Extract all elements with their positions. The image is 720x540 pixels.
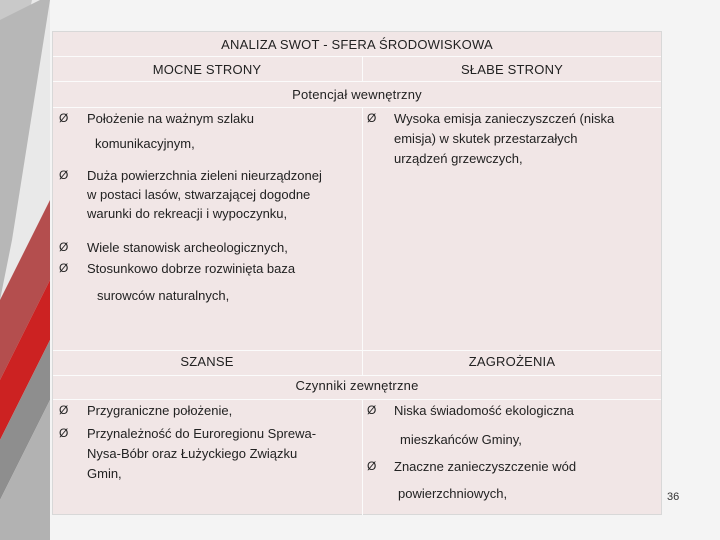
bullet-arrow-icon: Ø [367, 459, 377, 473]
weakness-item-line: urządzeń grzewczych, [394, 151, 523, 166]
swot-table [52, 31, 662, 515]
opportunity-item-line: Gmin, [87, 466, 122, 481]
opportunity-item-line: Nysa-Bóbr oraz Łużyckiego Związku [87, 446, 298, 461]
weaknesses-header: SŁABE STRONY [460, 62, 564, 77]
threat-item-continuation: powierzchniowych, [398, 486, 508, 501]
column-divider [362, 107, 363, 375]
strength-item: Stosunkowo dobrze rozwinięta baza [87, 261, 296, 276]
threat-item: Znaczne zanieczyszczenie wód [394, 459, 577, 474]
weakness-item-line: emisja) w skutek przestarzałych [394, 131, 578, 146]
strengths-header: MOCNE STRONY [152, 62, 262, 77]
bullet-arrow-icon: Ø [59, 261, 69, 275]
opportunities-header: SZANSE [180, 354, 234, 369]
threat-item-continuation: mieszkańców Gminy, [400, 432, 522, 447]
external-header: Czynniki zewnętrzne [295, 378, 419, 393]
bullet-arrow-icon: Ø [59, 403, 69, 417]
bullet-arrow-icon: Ø [59, 168, 69, 182]
row-divider [53, 375, 661, 376]
row-divider [53, 81, 661, 82]
decorative-side-shapes [0, 0, 50, 540]
internal-header: Potencjał wewnętrzny [292, 87, 422, 102]
bullet-arrow-icon: Ø [59, 111, 69, 125]
column-divider [362, 399, 363, 515]
strength-item-continuation: komunikacyjnym, [95, 136, 195, 151]
row-divider [53, 56, 661, 57]
bullet-arrow-icon: Ø [367, 403, 377, 417]
row-divider [53, 107, 661, 108]
strength-item-continuation: surowców naturalnych, [97, 288, 230, 303]
bullet-arrow-icon: Ø [367, 111, 377, 125]
opportunity-item: Przygraniczne położenie, [87, 403, 233, 418]
weakness-item-line: Wysoka emisja zanieczyszczeń (niska [394, 111, 615, 126]
row-divider [53, 399, 661, 400]
swot-title: ANALIZA SWOT - SFERA ŚRODOWISKOWA [221, 37, 493, 52]
strength-item-line: warunki do rekreacji i wypoczynku, [87, 206, 288, 221]
threat-item: Niska świadomość ekologiczna [394, 403, 574, 418]
row-divider [53, 350, 661, 351]
strength-item-line: Duża powierzchnia zieleni nieurządzonej [87, 168, 322, 183]
threats-header: ZAGROŻENIA [468, 354, 556, 369]
strength-item: Wiele stanowisk archeologicznych, [87, 240, 288, 255]
strength-item-line: w postaci lasów, stwarzającej dogodne [87, 187, 311, 202]
page-number: 36 [667, 491, 680, 503]
bullet-arrow-icon: Ø [59, 426, 69, 440]
opportunity-item-line: Przynależność do Euroregionu Sprewa- [87, 426, 317, 441]
strength-item: Położenie na ważnym szlaku [87, 111, 254, 126]
bullet-arrow-icon: Ø [59, 240, 69, 254]
